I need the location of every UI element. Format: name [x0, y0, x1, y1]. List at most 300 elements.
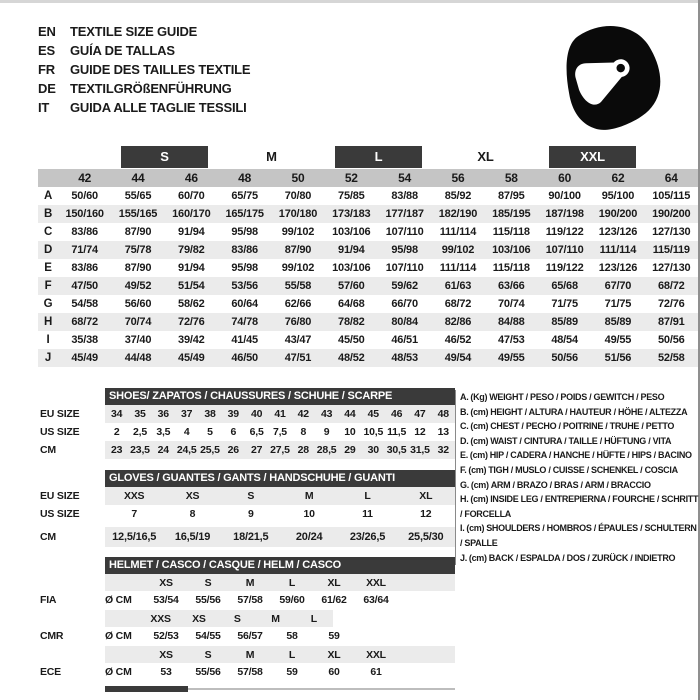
legend-item	[460, 521, 700, 550]
size-number: 62	[611, 171, 625, 185]
gloves-row-label: CM	[40, 531, 56, 543]
size-value-cell: 182/190	[438, 208, 478, 220]
shoes-values	[105, 441, 455, 459]
helmet-size-cell: XL	[327, 576, 341, 589]
size-value-cell: 95/100	[601, 190, 635, 202]
size-value-cell: 45/49	[71, 352, 98, 364]
size-value-cell: 49/54	[444, 352, 472, 364]
shoes-value-cell: 5	[207, 426, 213, 438]
gloves-value-cell: XL	[419, 490, 433, 502]
legend-key: H.	[460, 494, 469, 505]
legend-item	[460, 478, 700, 493]
size-value-cell: 85/92	[444, 190, 472, 202]
legend-item	[460, 434, 700, 449]
legend-item	[460, 463, 700, 478]
shoes-value-cell: 11,5	[387, 426, 407, 438]
size-value-cell: 51/54	[178, 280, 205, 292]
size-value-cell: 78/82	[338, 316, 365, 328]
size-value-cell: 165/175	[225, 208, 264, 220]
legend-text: HEIGHT / ALTURA / HAUTEUR / HÖHE / ALTEZZA	[490, 406, 688, 417]
language-line	[38, 41, 250, 60]
size-value-cell: 103/106	[332, 262, 371, 274]
helmet-cm-values	[105, 663, 455, 680]
gloves-value-cell: XS	[185, 490, 200, 502]
row-letter: E	[44, 262, 52, 274]
shoes-value-cell: 31,5	[410, 444, 430, 456]
shoes-value-cell: 25,5	[200, 444, 220, 456]
size-value-cell: 47/53	[498, 334, 525, 346]
shoes-value-cell: 4	[183, 426, 190, 438]
size-value-cell: 60/70	[178, 190, 205, 202]
size-value-cell: 52/58	[658, 352, 685, 364]
helmet-cm-cell: 55/56	[195, 665, 221, 678]
shoes-title-bar: SHOES/ ZAPATOS / CHAUSSURES / SCHUHE / SCARPE	[105, 388, 455, 405]
language-line	[38, 79, 250, 98]
size-value-cell: 68/72	[71, 316, 98, 328]
language-title-list	[38, 22, 250, 117]
shoes-value-cell: 3,5	[156, 426, 171, 438]
row-letter: D	[43, 244, 53, 256]
cutoff-table-line	[188, 688, 455, 690]
size-value-cell: 91/94	[338, 244, 365, 256]
gloves-value-cell: 16,5/19	[174, 531, 211, 543]
helmet-cm-cell: 63/64	[363, 593, 389, 606]
size-value-cell: 54/58	[71, 298, 98, 310]
size-value-cell: 99/102	[441, 244, 475, 256]
size-table-row	[38, 241, 698, 259]
racing-helmet-icon	[552, 16, 670, 138]
size-group-xxl	[539, 146, 646, 169]
shoes-value-cell: 42	[297, 408, 309, 420]
language-title: TEXTILGRÖßENFÜHRUNG	[70, 81, 232, 96]
shoes-value-cell: 2,5	[132, 426, 147, 438]
gloves-row	[40, 505, 456, 523]
legend-item	[460, 492, 700, 521]
measurement-legend	[460, 390, 700, 565]
shoes-value-cell: 47	[414, 408, 426, 420]
size-number-row	[38, 169, 698, 187]
size-value-cell: 99/102	[281, 262, 315, 274]
helmet-body	[40, 574, 456, 680]
size-value-cell: 65/75	[231, 190, 258, 202]
shoes-row-label: CM	[40, 444, 56, 456]
shoes-value-cell: 34	[111, 408, 123, 420]
gloves-value-cell: 12,5/16,5	[112, 531, 157, 543]
size-value-cell: 45/49	[178, 352, 205, 364]
size-value-cell: 190/200	[598, 208, 638, 220]
helmet-cm-cell: 61/62	[321, 593, 347, 606]
language-code: DE	[38, 81, 56, 96]
size-value-cell: 49/52	[124, 280, 152, 292]
size-number: 48	[238, 171, 252, 185]
gloves-value-cell: 10	[303, 508, 315, 520]
shoes-value-cell: 26	[227, 444, 239, 456]
shoes-value-cell: 45	[367, 408, 379, 420]
legend-unit: (cm)	[468, 464, 487, 475]
size-value-cell: 95/98	[231, 226, 258, 238]
helmet-size-cell: L	[288, 576, 296, 589]
shoes-row-label: US SIZE	[40, 426, 80, 438]
legend-item	[460, 551, 700, 566]
size-value-cell: 64/68	[338, 298, 365, 310]
gloves-value-cell: M	[304, 490, 314, 502]
shoes-value-cell: 24,5	[176, 444, 197, 456]
size-value-cell: 39/42	[178, 334, 205, 346]
language-line	[38, 22, 250, 41]
size-group-label: XL	[477, 149, 494, 164]
helmet-cm-cell: 58	[286, 629, 298, 642]
size-value-cell: 83/86	[71, 262, 98, 274]
size-value-cell: 95/98	[231, 262, 258, 274]
language-line	[38, 60, 250, 79]
row-letter: G	[43, 298, 53, 310]
size-value-cell: 46/52	[444, 334, 472, 346]
size-value-cell: 65/68	[551, 280, 578, 292]
size-value-cell: 53/56	[231, 280, 258, 292]
shoes-row	[40, 441, 456, 459]
size-group-s	[111, 146, 218, 169]
size-value-cell: 111/114	[439, 262, 477, 274]
helmet-size-cell: L	[310, 612, 317, 625]
size-number: 44	[131, 171, 145, 185]
gloves-row	[40, 487, 456, 505]
helmet-section-fia	[40, 574, 456, 608]
size-value-cell: 107/110	[385, 226, 424, 238]
legend-unit: (cm)	[470, 406, 489, 417]
size-value-cell: 84/88	[498, 316, 525, 328]
size-value-cell: 56/60	[124, 298, 152, 310]
size-value-cell: 68/72	[658, 280, 685, 292]
size-value-cell: 185/195	[492, 208, 531, 220]
size-table-row	[38, 349, 698, 367]
size-group-label: XXL	[549, 146, 636, 168]
helmet-unit-label: Ø CM	[105, 629, 132, 642]
size-value-cell: 107/110	[385, 262, 424, 274]
size-number: 64	[664, 171, 678, 185]
shoes-value-cell: 43	[320, 408, 333, 420]
size-value-cell: 119/122	[545, 226, 584, 238]
gloves-values	[105, 527, 455, 547]
size-group-m	[218, 146, 325, 169]
size-value-cell: 82/86	[444, 316, 472, 328]
shoes-value-cell: 24	[157, 444, 169, 456]
gloves-value-cell: XXS	[123, 490, 145, 502]
shoes-table	[40, 388, 456, 459]
size-number: 56	[451, 171, 465, 185]
legend-key: A.	[460, 392, 469, 402]
size-value-cell: 35/38	[71, 334, 98, 346]
size-value-cell: 170/180	[278, 208, 318, 220]
size-value-cell: 48/52	[338, 352, 365, 364]
size-value-cell: 45/50	[338, 334, 365, 346]
size-value-cell: 74/78	[231, 316, 258, 328]
size-value-cell: 75/85	[338, 190, 365, 202]
helmet-size-cell: S	[233, 612, 241, 625]
shoes-value-cell: 44	[344, 408, 356, 420]
size-value-cell: 50/56	[551, 352, 578, 364]
legend-key: C.	[460, 421, 469, 432]
size-number: 52	[344, 171, 358, 185]
size-value-cell: 87/90	[124, 262, 152, 274]
shoes-value-cell: 8	[300, 426, 307, 438]
size-value-cell: 44/48	[124, 352, 152, 364]
size-value-cell: 83/86	[71, 226, 98, 238]
size-table-row	[38, 205, 698, 223]
size-value-cell: 160/170	[172, 208, 211, 220]
language-title: GUIDE DES TAILLES TEXTILE	[70, 62, 251, 77]
size-value-cell: 85/89	[604, 316, 632, 328]
shoes-value-cell: 13	[437, 426, 449, 438]
helmet-sizes-row	[40, 574, 456, 591]
size-value-cell: 80/84	[391, 316, 418, 328]
size-number: 46	[184, 171, 198, 185]
size-value-cell: 90/100	[548, 190, 581, 202]
shoes-value-cell: 48	[437, 408, 449, 420]
row-letter: J	[44, 352, 52, 364]
helmet-values-row	[40, 591, 456, 608]
shoes-value-cell: 9	[323, 426, 330, 438]
legend-text: WAIST / CINTURA / TAILLE / HÜFTUNG / VITA	[490, 435, 672, 446]
helmet-values-row	[40, 627, 456, 644]
gloves-table	[40, 470, 456, 547]
size-value-cell: 103/106	[492, 244, 531, 256]
size-group-label: S	[121, 146, 208, 168]
size-value-cell: 111/114	[599, 244, 637, 256]
shoes-value-cell: 32	[437, 444, 449, 456]
helmet-cm-cell: 59	[328, 629, 340, 642]
helmet-sizes-values	[105, 574, 455, 591]
size-table-row	[38, 295, 698, 313]
size-value-cell: 99/102	[281, 226, 315, 238]
row-letter: A	[43, 190, 53, 202]
size-value-cell: 103/106	[332, 226, 371, 238]
language-code: IT	[38, 100, 50, 115]
textile-size-table	[38, 146, 698, 367]
legend-unit: (cm)	[466, 523, 485, 534]
legend-key: J.	[460, 552, 467, 563]
row-letter: C	[43, 226, 53, 238]
gloves-body	[40, 487, 456, 547]
gloves-value-cell: 9	[248, 508, 254, 520]
helmet-cm-cell: 59/60	[279, 593, 305, 606]
helmet-size-cell: XXS	[150, 612, 171, 625]
size-value-cell: 87/90	[284, 244, 312, 256]
size-value-cell: 66/70	[391, 298, 418, 310]
helmet-sizes-values	[105, 610, 333, 627]
legend-text: HIP / CADERA / HANCHE / HÜFTE / HIPS / BACINO	[489, 450, 692, 461]
shoes-value-cell: 28	[297, 444, 309, 456]
helmet-sizes-values	[105, 646, 455, 663]
gloves-value-cell: 20/24	[295, 531, 323, 543]
size-value-cell: 71/75	[551, 298, 578, 310]
legend-item	[460, 419, 700, 434]
helmet-size-cell: XL	[327, 648, 341, 661]
size-value-cell: 59/62	[391, 280, 418, 292]
size-value-cell: 70/80	[284, 190, 312, 202]
size-value-cell: 50/56	[658, 334, 685, 346]
size-value-cell: 43/47	[284, 334, 312, 346]
helmet-cm-cell: 55/56	[195, 593, 221, 606]
helmet-cm-values	[105, 627, 455, 644]
size-number: 54	[398, 171, 412, 185]
legend-item	[460, 390, 700, 405]
size-table-row	[38, 223, 698, 241]
language-code: FR	[38, 62, 55, 77]
gloves-value-cell: 18/21,5	[233, 531, 269, 543]
size-value-cell: 62/66	[284, 298, 312, 310]
shoes-value-cell: 29	[344, 444, 356, 456]
size-value-cell: 55/58	[284, 280, 312, 292]
shoes-value-cell: 12	[414, 426, 426, 438]
language-line	[38, 98, 250, 117]
page-top-edge	[0, 0, 700, 3]
size-table-row	[38, 313, 698, 331]
size-number: 58	[504, 171, 518, 185]
helmet-table	[40, 557, 456, 682]
size-value-cell: 115/118	[492, 226, 530, 238]
shoes-value-cell: 23,5	[130, 444, 150, 456]
legend-divider	[455, 390, 456, 565]
size-value-cell: 58/62	[178, 298, 205, 310]
gloves-row	[40, 527, 456, 547]
shoes-value-cell: 28,5	[316, 444, 337, 456]
group-header-spacer	[38, 146, 111, 169]
helmet-size-cell: XS	[192, 612, 206, 625]
gloves-value-cell: 8	[189, 508, 196, 520]
legend-text: BACK / ESPALDA / DOS / ZURÜCK / INDIETRO	[488, 552, 676, 563]
legend-text: TIGH / MUSLO / CUISSE / SCHENKEL / COSCIA	[488, 464, 678, 475]
shoes-value-cell: 41	[274, 408, 286, 420]
helmet-section-cmr	[40, 610, 456, 644]
size-value-cell: 48/53	[391, 352, 418, 364]
language-title: TEXTILE SIZE GUIDE	[70, 24, 198, 39]
size-value-cell: 48/54	[551, 334, 578, 346]
helmet-cm-cell: 61	[370, 665, 382, 678]
size-value-cell: 187/198	[545, 208, 584, 220]
shoes-value-cell: 6	[230, 426, 237, 438]
size-value-cell: 71/74	[71, 244, 98, 256]
shoes-value-cell: 6,5	[249, 426, 264, 438]
size-value-cell: 123/126	[598, 262, 638, 274]
size-value-cell: 123/126	[598, 226, 638, 238]
legend-item	[460, 448, 700, 463]
shoes-value-cell: 36	[157, 408, 169, 420]
shoes-value-cell: 39	[227, 408, 239, 420]
size-table-row	[38, 331, 698, 349]
helmet-size-cell: XS	[159, 576, 173, 589]
gloves-value-cell: 12	[420, 508, 432, 520]
gloves-values	[105, 487, 455, 505]
size-group-header-row	[38, 146, 698, 169]
size-value-cell: 87/91	[658, 316, 685, 328]
shoes-value-cell: 30	[367, 444, 379, 456]
size-value-cell: 95/98	[391, 244, 418, 256]
size-value-cell: 150/160	[65, 208, 104, 220]
legend-item	[460, 405, 700, 420]
size-value-cell: 46/51	[391, 334, 418, 346]
shoes-value-cell: 7,5	[272, 426, 287, 438]
shoes-values	[105, 423, 455, 441]
legend-unit: (cm)	[469, 450, 488, 461]
legend-text: INSIDE LEG / ENTREPIERNA / FOURCHE / SCHRITT / FORCELLA	[460, 494, 699, 519]
size-value-cell: 70/74	[124, 316, 152, 328]
shoes-value-cell: 27	[250, 444, 263, 456]
helmet-cm-cell: 57/58	[237, 593, 263, 606]
size-value-cell: 75/78	[124, 244, 152, 256]
shoes-value-cell: 38	[204, 408, 216, 420]
shoes-value-cell: 40	[250, 408, 263, 420]
size-value-cell: 83/86	[231, 244, 258, 256]
legend-text: ARM / BRAZO / BRAS / ARM / BRACCIO	[490, 479, 651, 490]
size-table-row	[38, 277, 698, 295]
helmet-cert-label: ECE	[40, 665, 61, 678]
gloves-value-cell: 11	[362, 508, 373, 520]
gloves-value-cell: S	[247, 490, 255, 502]
row-letter: F	[44, 280, 52, 292]
size-value-cell: 190/200	[652, 208, 691, 220]
helmet-cm-cell: 59	[286, 665, 298, 678]
size-value-cell: 47/51	[284, 352, 312, 364]
helmet-unit-label: Ø CM	[105, 593, 132, 606]
size-value-cell: 60/64	[231, 298, 258, 310]
size-value-cell: 111/114	[439, 226, 477, 238]
helmet-section-ece	[40, 646, 456, 680]
gloves-row-label: EU SIZE	[40, 490, 80, 502]
size-value-cell: 173/183	[332, 208, 371, 220]
row-letter: B	[43, 208, 53, 220]
helmet-size-cell: M	[245, 648, 255, 661]
gloves-values	[105, 505, 455, 523]
size-value-cell: 63/66	[498, 280, 525, 292]
size-value-cell: 87/95	[498, 190, 525, 202]
size-value-cell: 119/122	[545, 262, 584, 274]
helmet-size-cell: M	[271, 612, 280, 625]
helmet-size-cell: M	[245, 576, 255, 589]
legend-key: F.	[460, 464, 467, 475]
helmet-size-cell: XXL	[366, 648, 386, 661]
size-value-cell: 177/187	[385, 208, 424, 220]
language-code: EN	[38, 24, 56, 39]
size-group-xl	[432, 146, 539, 169]
size-value-cell: 115/118	[492, 262, 530, 274]
row-letter: I	[46, 334, 50, 346]
size-value-cell: 107/110	[545, 244, 584, 256]
shoes-value-cell: 27,5	[270, 444, 290, 456]
helmet-title-bar: HELMET / CASCO / CASQUE / HELM / CASCO	[105, 557, 455, 574]
shoes-values	[105, 405, 455, 423]
size-value-cell: 72/76	[178, 316, 205, 328]
shoes-row-label: EU SIZE	[40, 408, 80, 420]
legend-unit: (cm)	[468, 552, 487, 563]
size-value-cell: 115/119	[652, 244, 690, 256]
helmet-cm-cell: 54/55	[195, 629, 221, 642]
legend-text: SHOULDERS / HOMBROS / ÉPAULES / SCHULTERN / SPALLE	[460, 523, 697, 548]
size-table-body	[38, 187, 698, 367]
helmet-values-row	[40, 663, 456, 680]
size-number: 60	[558, 171, 572, 185]
shoes-row	[40, 405, 456, 423]
helmet-size-cell: S	[204, 576, 212, 589]
language-title: GUIDA ALLE TAGLIE TESSILI	[70, 100, 247, 115]
size-number: 42	[78, 171, 92, 185]
size-value-cell: 51/56	[604, 352, 632, 364]
size-value-cell: 85/89	[551, 316, 578, 328]
shoes-value-cell: 2	[113, 426, 120, 438]
size-value-cell: 57/60	[338, 280, 365, 292]
language-code: ES	[38, 43, 55, 58]
size-table-row	[38, 259, 698, 277]
legend-unit: (Kg)	[470, 392, 488, 402]
